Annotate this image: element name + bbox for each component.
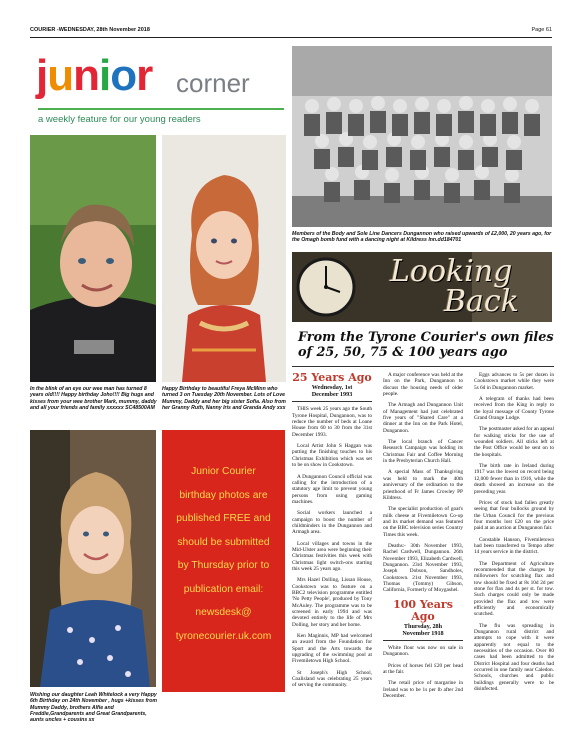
header-divider bbox=[30, 37, 552, 38]
birthday-submission-promo bbox=[162, 430, 285, 692]
article-paragraph: Ken Maginnis, MP had welcomed an award from the Foundation for Sport and the Arts towards the upgrading of the swimming pool at Fivemiletown High School. bbox=[292, 633, 372, 665]
logo-letter: o bbox=[110, 51, 137, 100]
leah-birthday-photo bbox=[30, 430, 156, 687]
article-paragraph: A telegram of thanks had been received from the King in reply to the loyal message of County Tyrone Grand Orange Lodge. bbox=[474, 396, 554, 422]
article-paragraph: The local branch of Cancer Research Campaign was holding its Christmas Fair and Coffee Morning in the Presbyterian Church Hall. bbox=[383, 439, 463, 465]
article-paragraph: A special Mass of Thanksgiving was held to mark the 40th anniversary of the ordination to the priesthood of Fr James Crowley PP Kildress. bbox=[383, 469, 463, 501]
header-date: COURIER -WEDNESDAY, 28th November 2018 bbox=[30, 27, 150, 33]
article-paragraph: The Armagh and Dungannon Unit of Management had just celebrated five years of "Shared Care" at a dinner at the Inn on the Park Hotel, Dungannon. bbox=[383, 402, 463, 434]
promo-line: publication email: bbox=[183, 583, 264, 595]
section-date: Wednesday, 1st bbox=[311, 384, 353, 391]
section-divider bbox=[383, 640, 463, 641]
article-paragraph: The birth rate in Ireland during 1917 was the lowest on record being 12,000 fewer than in 1916, while the death showed an increase on the preceding year. bbox=[474, 463, 554, 495]
promo-line: published FREE and bbox=[176, 513, 271, 524]
promo-line: birthday photos are bbox=[179, 489, 268, 501]
article-paragraph: Deaths:- 30th November 1993, Rachel Cardwell, Dungannon. 26th November 1993, Elizabeth Cardwell, Dungannon. 23rd November 1993, Joseph Dobson, Sandholes, Cookstown. 21st November 1993, Thomas (Tommy) Gibson, California, Formerly of Moygashel. bbox=[383, 542, 463, 594]
page-number: Page 61 bbox=[531, 27, 552, 33]
line-dancers-group-photo bbox=[292, 46, 552, 227]
article-paragraph: Prices of stock had fallen greatly seeing that four bullocks ground by the Urban Council for the previous four months lost £20 on the price paid at an auction at Dungannon fair. bbox=[474, 499, 554, 532]
boy-birthday-photo bbox=[30, 135, 156, 382]
article-paragraph: Local villages and towns in the Mid-Ulster area were beginning their Christmas festivities this week with Christmas light switch-ons starting this week 25 years ago. bbox=[292, 540, 372, 572]
article-paragraph: Constable Hanson, Fivemiletown had been transferred to Tempo after 14 years service in the district. bbox=[474, 536, 554, 556]
title-divider bbox=[292, 366, 554, 367]
promo-email-line: tyronecourier.uk.com bbox=[175, 630, 272, 642]
freya-caption: Happy Birthday to beautiful Freya McMinn who turned 3 on Tuesday 20th November. Lots of Love Mummy, Daddy and her big sister Sofia. Also from her Granny Ruth, Nanny Iris and Granda Andy xxx bbox=[162, 386, 286, 411]
article-paragraph: Social workers launched a campaign to boost the number of childminders in the Dungannon and Armagh area. bbox=[292, 510, 372, 536]
promo-line: Junior Courier bbox=[191, 466, 256, 477]
column-100-years-continued bbox=[474, 372, 554, 697]
freya-birthday-photo bbox=[162, 135, 286, 382]
column-25-years bbox=[292, 372, 372, 694]
article-paragraph: A major conference was held at the Inn on the Park, Dungannon to discuss the housing needs of older people. bbox=[383, 372, 463, 398]
section-heading-25-years: 25 Years Ago bbox=[292, 371, 372, 384]
article-paragraph: St Joseph's High School, Coalisland was celebrating 25 years of serving the community. bbox=[292, 669, 372, 689]
section-date: November 1918 bbox=[402, 629, 444, 637]
junior-tagline: a weekly feature for our young readers bbox=[38, 114, 201, 125]
article-paragraph: White flour was now on sale in Dungannon. bbox=[383, 645, 463, 658]
article-paragraph: The retail price of margarine in Ireland was to be 1s per lb after 2nd December. bbox=[383, 680, 463, 700]
line-dancers-caption: Members of the Body and Sole Line Dancers Dungannon who raised upwards of £2,000, 20 years ago, for the Omagh bomb fund with a dancing night at Kildress Inn.dd184701 bbox=[292, 231, 552, 244]
logo-letter: u bbox=[47, 51, 74, 100]
article-paragraph: The specialist production of goat's milk cheese at Fivemiletown Co-op and its market demand was featured on the BBC television series Country Times this week. bbox=[383, 506, 463, 538]
article-paragraph: Local Artist John S Haggan was putting the finishing touches to his Christmas Exhibition which was set to be on show in Cookstown. bbox=[292, 443, 372, 469]
section-date: December 1993 bbox=[311, 391, 353, 399]
corner-wordmark: corner bbox=[176, 68, 250, 98]
logo-letter: j bbox=[36, 51, 48, 100]
logo-letter: r bbox=[136, 51, 153, 100]
section-heading-100-years: 100 Years Ago bbox=[393, 597, 453, 623]
article-paragraph: The postmaster asked for an appeal for walking sticks for the use of wounded soldiers. All sticks left at the Post Office would be sent on to the hospitals. bbox=[474, 426, 554, 458]
boy-caption: In the blink of an eye our wee man has turned 8 years old!!!! Happy birthday Joho!!!! Big hugs and kisses from your wee brother Mark, mummy, daddy and all your friends and family xxxxxx SC48500AM bbox=[30, 386, 157, 411]
looking-back-banner bbox=[292, 252, 552, 322]
logo-underline bbox=[38, 108, 284, 110]
promo-line: by Thursday prior to bbox=[177, 560, 270, 571]
leah-caption: Wishing our daughter Leah Whitelock a very Happy 6th Birthday on 24th November , hugs +kisses from Mummy Daddy, brothers Alfie and Freddie,Grandparents and Great Grandparents, aunts uncles + cousins xx bbox=[30, 692, 157, 724]
promo-line: should be submitted bbox=[177, 536, 270, 548]
section-divider bbox=[292, 401, 372, 402]
junior-corner-logo bbox=[30, 46, 286, 132]
article-paragraph: Prices of horses fell £20 per head at the fair. bbox=[383, 662, 463, 676]
article-paragraph: THIS week 25 years ago the South Tyrone Hospital, Dungannon, was to reduce the number of beds at Loane House from 60 to 30 from the 31st December 1993. bbox=[292, 406, 372, 438]
junior-wordmark bbox=[36, 46, 152, 106]
article-paragraph: Mrs Hazel Dolling, Lissan House, Cookstown was to feature on a BBC2 television programme entitled 'No Petty People', produced by Tony McAuley. The programme was to be screened in early 1994 and was devoted entirely to the life of Mrs Dolling, her story and her home. bbox=[292, 577, 372, 628]
back-text: Back bbox=[444, 284, 519, 319]
article-paragraph: The Department of Agriculture recommended that the charges by millowners for scutching flax and tow should be fixed at 8s 10d 2d per stone for flax and 4s per st. for tow. Such charges could only be made provided the flax and tow were efficiently and economically scutched. bbox=[474, 560, 554, 618]
logo-letter: n bbox=[73, 51, 100, 100]
logo-letter: i bbox=[99, 51, 111, 100]
article-paragraph: Eggs advances to 5s per dozen in Cookstown market while they were 5s 6d in Dungannon market. bbox=[474, 372, 554, 391]
article-paragraph: The flu was spreading in Dungannon rural district and attempts to cope with it were apparently not equal to the necessities of the occasion. Over 80 cases had been admitted to the District Hospital and four deaths had occurred in one family near Caledon. Schools, churches and public buildings generally were to be disinfected. bbox=[474, 622, 554, 693]
promo-email-line: newsdesk@ bbox=[195, 607, 252, 618]
looking-back-title: From the Tyrone Courier's own files of 25, 50, 75 & 100 years ago bbox=[298, 330, 554, 360]
article-paragraph: A Dungannon Council official was calling for the introduction of a statutory age limit to prevent young persons from using gaming machines. bbox=[292, 473, 372, 505]
section-date: Thursday, 28h bbox=[403, 622, 443, 630]
looking-text: Looking bbox=[390, 254, 513, 289]
column-continued-100-years bbox=[383, 372, 463, 704]
